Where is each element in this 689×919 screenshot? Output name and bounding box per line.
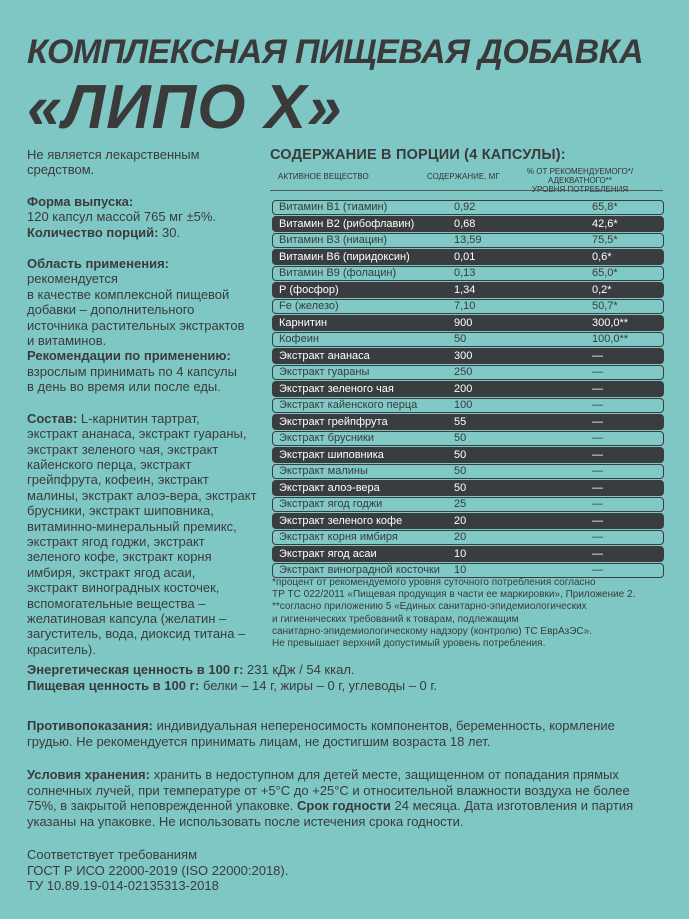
storage-text: 75%, в закрытой неповрежденной упаковке. [27,798,298,813]
percent-cell: — [592,531,603,543]
composition-line: витаминно-минеральный премикс, [27,518,237,534]
composition-line: имбиря, экстракт ягод асаи, [27,564,196,580]
storage-line [27,798,667,814]
storage-line: указаны на упаковке. Не использовать после истечения срока годности. [27,813,464,829]
contraindications-line [27,718,667,734]
percent-cell: — [592,415,603,428]
percent-cell: — [592,465,603,477]
footnote-line: **согласно приложению 5 «Единых санитарно-эпидемиологических [272,601,587,613]
content-cell: 1,34 [454,283,476,296]
table-row [272,430,664,447]
content-cell: 20 [454,531,467,543]
substance-cell: Экстракт корня имбиря [279,531,398,543]
table-row [272,315,664,332]
contraindications-text: индивидуальная непереносимость компонентов, беременность, кормление [153,718,615,733]
table-row [272,331,664,348]
substance-cell: Экстракт виноградной косточки [279,564,440,576]
content-cell: 25 [454,498,467,510]
percent-cell: 65,0* [592,267,618,279]
footnote-line: санитарно-эпидемиологическому надзору (контролю) ТС ЕврАзЭС». [272,625,592,637]
table-row [272,265,664,282]
footnote-line: и гигиенических требований к товарам, подлежащим [272,613,519,625]
percent-cell: 0,6* [592,250,612,263]
percent-cell: 0,2* [592,283,612,296]
table-row [272,513,664,530]
content-cell: 0,13 [454,267,476,279]
recommendations-label: Рекомендации по применению: [27,348,231,364]
storage-section [27,767,667,829]
compliance-line: Соответствует требованиям [27,847,198,862]
substance-cell: Экстракт алоэ-вера [279,481,380,494]
substance-cell: Экстракт малины [279,465,368,477]
application-area-text: рекомендуется [27,271,118,287]
shelf-life-label: Срок годности [297,798,391,813]
storage-line [27,767,667,783]
table-row [272,381,664,398]
storage-label: Условия хранения: [27,767,150,782]
column-header-percent-line: % ОТ РЕКОМЕНДУЕМОГО*/АДЕКВАТНОГО** [526,167,634,185]
percent-cell: — [592,498,603,510]
content-cell: 20 [454,514,467,527]
table-row [272,282,664,299]
composition-line: экстракт ягод годжи, экстракт [27,533,205,549]
not-medicine-text: средством. [27,162,95,178]
substance-cell: Карнитин [279,316,328,329]
percent-cell: — [592,514,603,527]
content-cell: 0,92 [454,201,476,213]
substance-cell: Экстракт зеленого кофе [279,514,403,527]
content-cell: 13,59 [454,234,482,246]
table-row [272,463,664,480]
content-cell: 10 [454,547,467,560]
content-cell: 200 [454,382,473,395]
energy-section [27,662,667,693]
table-row [272,364,664,381]
recommendations-line: в день во время или после еды. [27,379,221,395]
composition-line: зеленого кофе, экстракт корня [27,549,212,565]
percent-cell: — [592,448,603,461]
contraindications-section [27,718,667,749]
left-column [27,147,263,657]
percent-cell: — [592,432,603,444]
portions-value: 30. [158,224,181,240]
nutrition-label: Пищевая ценность в 100 г: [27,677,200,693]
energy-value-line [27,662,667,678]
substance-cell: Витамин В3 (ниацин) [279,234,388,246]
footnote-line: ТР ТС 022/2011 «Пищевая продукция в части ее маркировки», Приложение 2. [272,589,636,601]
application-area-line: добавки – дополнительного [27,302,195,318]
content-cell: 50 [454,448,467,461]
composition-line: грейпфрута, кофеин, экстракт [27,472,209,488]
percent-cell: — [592,399,603,411]
table-row [272,447,664,464]
header-divider [270,190,663,191]
content-cell: 50 [454,432,467,444]
application-area-label: Область применения: [27,256,169,272]
energy-label: Энергетическая ценность в 100 г: [27,662,244,677]
footnote-line: Не превышает верхний допустимый уровень потребления. [272,638,546,650]
application-area-line: источника растительных экстрактов [27,317,245,333]
application-area [27,256,263,287]
content-cell: 50 [454,465,467,477]
content-cell: 55 [454,415,467,428]
percent-cell: — [592,382,603,395]
composition-line: малины, экстракт алоэ-вера, экстракт [27,487,257,503]
table-row [272,529,664,546]
content-cell: 250 [454,366,473,378]
table-row [272,496,664,513]
percent-cell: 42,6* [592,217,618,230]
composition-line: экстракт ананаса, экстракт гуараны, [27,426,247,442]
application-area-line: в качестве комплексной пищевой [27,286,230,302]
table-title: СОДЕРЖАНИЕ В ПОРЦИИ (4 КАПСУЛЫ): [270,147,566,163]
percent-cell: — [592,349,603,362]
percent-cell: 50,7* [592,300,618,312]
table-row [272,298,664,315]
percent-cell: 100,0** [592,333,629,345]
substance-cell: Витамин В9 (фолацин) [279,267,397,279]
substance-cell: Экстракт гуараны [279,366,370,378]
content-cell: 7,10 [454,300,476,312]
composition-line: загуститель, вода, диоксид титана – [27,626,246,642]
substance-cell: Витамин В2 (рибофлавин) [279,217,415,230]
release-form [27,194,263,209]
composition-line: экстракт виноградных косточек, [27,580,220,596]
contraindications-label: Противопоказания: [27,718,153,733]
substance-cell: Экстракт зеленого чая [279,382,394,395]
percent-cell: — [592,547,603,560]
substance-cell: Р (фосфор) [279,283,339,296]
substance-cell: Кофеин [279,333,319,345]
substance-cell: Витамин В1 (тиамин) [279,201,388,213]
table-row [272,546,664,563]
application-area-line: и витаминов. [27,333,107,349]
compliance-section [27,847,667,894]
substance-cell: Экстракт ягод асаи [279,547,377,560]
composition-line: краситель). [27,641,96,657]
footnote-line: *процент от рекомендуемого уровня суточного потребления согласно [272,577,596,588]
table-row [272,199,664,216]
portions [27,225,263,240]
composition [27,411,263,426]
column-header-substance: АКТИВНОЕ ВЕЩЕСТВО [278,172,369,181]
percent-cell: — [592,564,603,576]
column-header-content: СОДЕРЖАНИЕ, МГ [427,172,500,181]
content-cell: 900 [454,316,473,329]
substance-cell: Экстракт шиповника [279,448,384,461]
release-form-value: 120 капсул массой 765 мг ±5%. [27,209,217,225]
table-row [272,397,664,414]
table-row [272,232,664,249]
percent-cell: 300,0** [592,316,629,329]
substance-cell: Экстракт ягод годжи [279,498,383,510]
nutrition-value-line [27,678,667,694]
nutrition-value: белки – 14 г, жиры – 0 г, углеводы – 0 г. [199,677,438,693]
content-cell: 50 [454,481,467,494]
composition-line: кайенского перца, экстракт [27,456,192,472]
substance-cell: Fe (железо) [279,300,339,312]
content-cell: 50 [454,333,467,345]
percent-cell: — [592,366,603,378]
composition-line: экстракт зеленого чая, экстракт [27,441,219,457]
table-row [272,414,664,431]
table-row [272,216,664,233]
composition-line: желатиновая капсула (желатин – [27,610,227,626]
storage-text: хранить в недоступном для детей месте, защищенном от попадания прямых [149,767,619,782]
substance-cell: Экстракт грейпфрута [279,415,388,428]
shelf-life-text: 24 месяца. Дата изготовления и партия [390,798,634,813]
content-cell: 0,68 [454,217,476,230]
compliance-line: ТУ 10.89.19-014-02135313-2018 [27,878,219,893]
recommendations [27,348,263,363]
storage-line: солнечных лучей, при температуре от +5°С до +25°С и относительной влажности воздуха не более [27,782,630,798]
portions-label: Количество порций: [27,224,159,240]
nutrition-table [272,199,664,579]
recommendations-line: взрослым принимать по 4 капсулы [27,363,237,379]
percent-cell: 75,5* [592,234,618,246]
content-cell: 300 [454,349,473,362]
table-row [272,249,664,266]
composition-line: вспомогательные вещества – [27,595,206,611]
not-medicine-text: Не является лекарственным [27,147,200,162]
content-cell: 100 [454,399,473,411]
product-category-title: КОМПЛЕКСНАЯ ПИЩЕВАЯ ДОБАВКА [27,33,644,71]
release-form-label: Форма выпуска: [27,193,134,209]
content-cell: 10 [454,564,467,576]
table-row [272,480,664,497]
composition-line: брусники, экстракт шиповника, [27,503,214,519]
compliance-line: ГОСТ Р ИСО 22000-2019 (ISO 22000:2018). [27,862,289,878]
energy-value: 231 кДж / 54 ккал. [243,662,355,677]
composition-text: L-карнитин тартрат, [77,410,200,426]
substance-cell: Экстракт кайенского перца [279,399,418,411]
percent-cell: 65,8* [592,201,618,213]
substance-cell: Экстракт ананаса [279,349,370,362]
substance-cell: Витамин В6 (пиридоксин) [279,250,410,263]
content-cell: 0,01 [454,250,476,263]
table-footnotes [272,577,672,650]
contraindications-line: грудью. Не рекомендуется принимать лицам, не достигшим возраста 18 лет. [27,733,491,749]
table-row [272,348,664,365]
percent-cell: — [592,481,603,494]
composition-label: Состав: [27,410,78,426]
substance-cell: Экстракт брусники [279,432,374,444]
product-name-title: «ЛИПО X» [27,73,343,142]
